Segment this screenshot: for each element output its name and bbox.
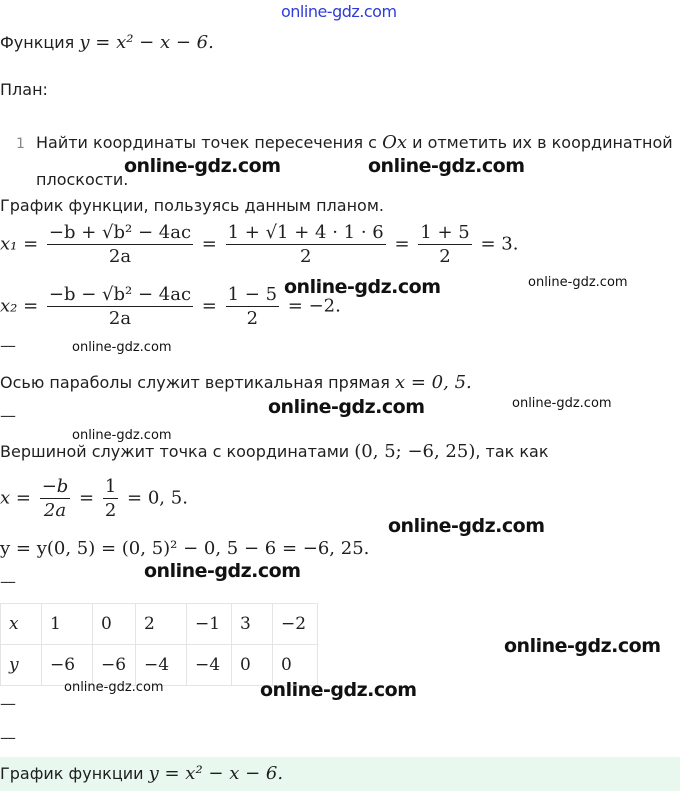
x1-frac-general: $\frac{\text{−b + √b² − 4ac}}{2a}$ bbox=[48, 222, 192, 267]
separator-dash-1: — bbox=[0, 336, 16, 355]
table-cell: 0 bbox=[93, 604, 136, 645]
vertex-x-frac1: $\frac{-b}{2a}$ bbox=[41, 476, 69, 521]
values-table bbox=[0, 603, 318, 686]
x1-frac-simplified: $\frac{1 + 5}{2}$ bbox=[420, 222, 470, 267]
watermark: online-gdz.com bbox=[268, 396, 425, 418]
watermark: online-gdz.com bbox=[504, 635, 661, 657]
vertex-y-formula: y = y(0, 5) = (0, 5)² − 0, 5 − 6 = −6, 25. bbox=[0, 538, 370, 559]
x1-frac-substituted: $\frac{1 + √1 + 4 \cdot 1 \cdot 6}{2}$ bbox=[227, 222, 384, 267]
plan-text-before: Найти координаты точек пересечения с bbox=[36, 133, 377, 152]
intro-formula: y = x² − x − 6. bbox=[79, 32, 214, 53]
vertex-x-formula: x = $\frac{-b}{2a}$ = $\frac{1}{2}$ = 0, 5. bbox=[0, 476, 188, 521]
plan-axis: Ox bbox=[382, 132, 407, 153]
x2-result: = −2. bbox=[287, 295, 341, 317]
plan-text-after: и отметить их в координатной bbox=[412, 133, 673, 152]
plan-item-number: 1 bbox=[16, 136, 25, 152]
vertex-text: Вершиной служит точка с координатами (0, 5; −6, 25), так как bbox=[0, 441, 549, 462]
x1-result: = 3. bbox=[480, 233, 519, 255]
x2-frac-substituted: $\frac{1 - 5}{2}$ bbox=[227, 284, 278, 329]
x1-label: x₁ bbox=[0, 233, 18, 255]
vertex-formula: (0, 5; −6, 25) bbox=[354, 441, 476, 462]
final-formula: y = x² − x − 6. bbox=[148, 763, 284, 784]
table-cell: −4 bbox=[187, 645, 232, 686]
x1-formula: x₁ = $\frac{\text{−b + √b² − 4ac}}{2a}$ = $\frac{1 + √1 + 4 \cdot 1 \cdot 6}{2}$ = $\frac{1 + 5}{2}$ = 3. bbox=[0, 222, 519, 267]
watermark-top: online-gdz.com bbox=[281, 2, 397, 21]
watermark: online-gdz.com bbox=[512, 396, 612, 411]
x2-label: x₂ bbox=[0, 295, 18, 317]
table-row-x bbox=[1, 604, 318, 645]
intro-label: Функция bbox=[0, 33, 75, 52]
separator-dash-2: — bbox=[0, 406, 16, 425]
watermark: online-gdz.com bbox=[64, 680, 164, 695]
final-line bbox=[0, 763, 283, 784]
table-cell: −6 bbox=[42, 645, 93, 686]
watermark: online-gdz.com bbox=[72, 340, 172, 355]
watermark: online-gdz.com bbox=[72, 428, 172, 443]
table-cell: 1 bbox=[42, 604, 93, 645]
axis-formula: x = 0, 5. bbox=[395, 372, 472, 393]
separator-dash-5: — bbox=[0, 728, 16, 747]
table-cell: 0 bbox=[273, 645, 318, 686]
table-cell: −4 bbox=[136, 645, 187, 686]
watermark: online-gdz.com bbox=[260, 679, 417, 701]
plan-list-item bbox=[16, 133, 25, 152]
vertex-x-frac2: $\frac{1}{2}$ bbox=[104, 476, 117, 521]
intro-line bbox=[0, 32, 214, 53]
separator-dash-4: — bbox=[0, 694, 16, 713]
plan-label: План: bbox=[0, 80, 48, 99]
table-cell: x bbox=[1, 604, 42, 645]
table-cell: −1 bbox=[187, 604, 232, 645]
table-cell: 3 bbox=[232, 604, 273, 645]
watermark: online-gdz.com bbox=[284, 276, 441, 298]
graph-plan-text: График функции, пользуясь данным планом. bbox=[0, 196, 384, 215]
plan-item-line2: плоскости. bbox=[36, 170, 129, 189]
separator-dash-3: — bbox=[0, 572, 16, 591]
table-cell: 0 bbox=[232, 645, 273, 686]
table-cell: −2 bbox=[273, 604, 318, 645]
watermark: online-gdz.com bbox=[388, 515, 545, 537]
plan-item-text bbox=[36, 132, 673, 153]
watermark: online-gdz.com bbox=[528, 275, 628, 290]
table-cell: 2 bbox=[136, 604, 187, 645]
watermark: online-gdz.com bbox=[368, 155, 525, 177]
x2-frac-general: $\frac{\text{−b − √b² − 4ac}}{2a}$ bbox=[48, 284, 192, 329]
table-cell: −6 bbox=[93, 645, 136, 686]
watermark: online-gdz.com bbox=[144, 560, 301, 582]
table-cell: y bbox=[1, 645, 42, 686]
x2-formula: x₂ = $\frac{\text{−b − √b² − 4ac}}{2a}$ = $\frac{1 - 5}{2}$ = −2. bbox=[0, 284, 341, 329]
watermark: online-gdz.com bbox=[124, 155, 281, 177]
axis-text: Осью параболы служит вертикальная прямая x = 0, 5. bbox=[0, 372, 472, 393]
final-label: График функции bbox=[0, 764, 144, 783]
